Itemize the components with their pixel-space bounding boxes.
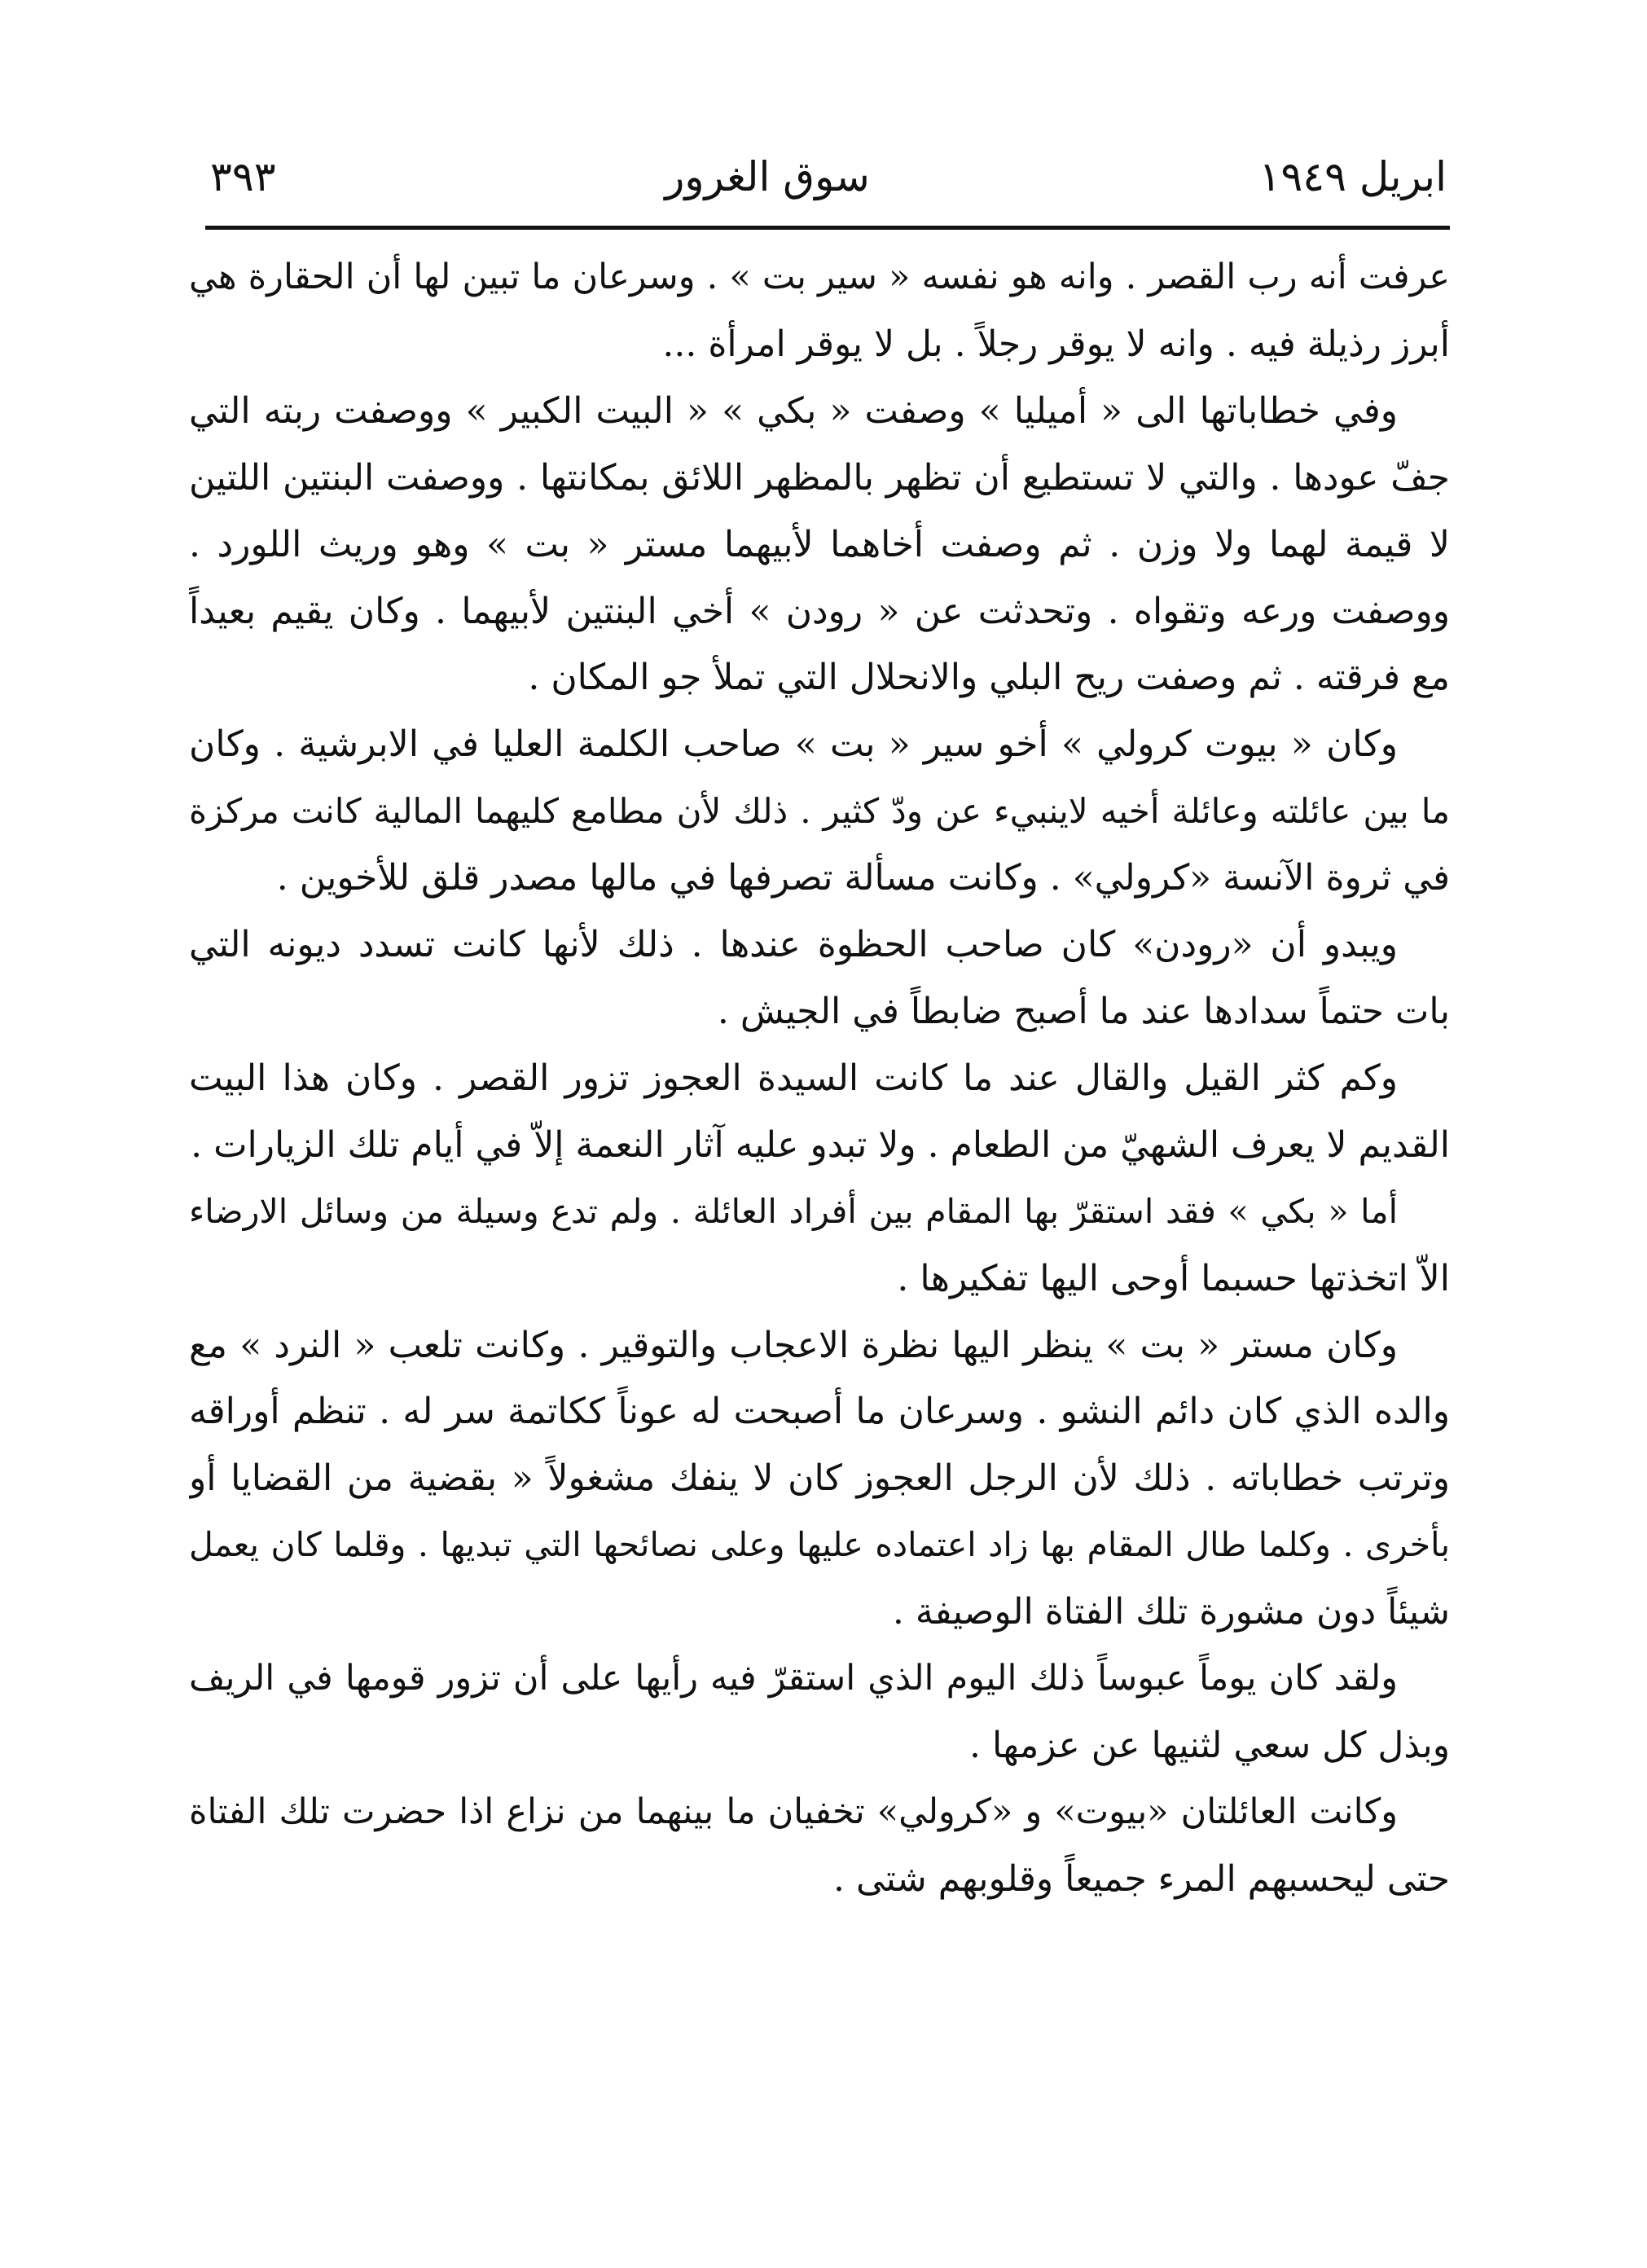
text-line: جفّ عودها . والتي لا تستطيع أن تظهر بالمظهر اللائق بمكانتها . ووصفت البنتين اللتين: [189, 456, 1450, 499]
text-line: ويبدو أن «رودن» كان صاحب الحظوة عندها . ذلك لأنها كانت تسدد ديونه التي: [189, 924, 1398, 966]
text-line: والده الذي كان دائم النشو . وسرعان ما أصبحت له عوناً ككاتمة سر له . تنظم أوراقه: [189, 1391, 1450, 1433]
body-text: [189, 244, 1450, 1913]
paragraph: [189, 912, 1450, 1045]
text-line: بات حتماً سدادها عند ما أصبح ضابطاً في الجيش .: [717, 990, 1450, 1032]
header-date: ابريل ١٩٤٩: [1258, 153, 1447, 200]
text-line: لا قيمة لهما ولا وزن . ثم وصفت أخاهما لأبيهما مستر « بت » وهو وريث اللورد .: [189, 523, 1450, 565]
text-line: أما « بكي » فقد استقرّ بها المقام بين أفراد العائلة . ولم تدع وسيلة من وسائل الارضاء: [189, 1191, 1398, 1231]
paragraph: [189, 711, 1450, 912]
paragraph: [189, 1179, 1450, 1312]
text-line: مع فرقته . ثم وصفت ريح البلي والانحلال التي تملأ جو المكان .: [528, 657, 1450, 699]
header-title: سوق الغرور: [665, 153, 870, 200]
text-line: الاّ اتخذتها حسبما أوحى اليها تفكيرها .: [897, 1257, 1450, 1299]
text-line: وكانت العائلتان «بيوت» و «كرولي» تخفيان ما بينهما من نزاع اذا حضرت تلك الفتاة: [189, 1791, 1398, 1832]
text-line: حتى ليحسبهم المرء جميعاً وقلوبهم شتى .: [832, 1857, 1450, 1900]
paragraph: [189, 1045, 1450, 1179]
text-line: وكان مستر « بت » ينظر اليها نظرة الاعجاب والتوقير . وكانت تلعب « النرد » مع: [189, 1324, 1398, 1366]
paragraph: [189, 1646, 1450, 1779]
text-line: وكم كثر القيل والقال عند ما كانت السيدة العجوز تزور القصر . وكان هذا البيت: [189, 1057, 1398, 1099]
text-line: القديم لا يعرف الشهيّ من الطعام . ولا تبدو عليه آثار النعمة إلاّ في أيام تلك الزيارات .: [191, 1123, 1450, 1166]
text-line: وفي خطاباتها الى « أميليا » وصفت « بكي » « البيت الكبير » ووصفت ربته التي: [189, 389, 1398, 432]
text-line: شيئاً دون مشورة تلك الفتاة الوصيفة .: [892, 1591, 1450, 1633]
text-line: وترتب خطاباته . ذلك لأن الرجل العجوز كان لا ينفك مشغولاً « بقضية من القضايا أو: [189, 1457, 1450, 1500]
running-header: [210, 140, 1447, 213]
paragraph: [189, 1312, 1450, 1646]
paragraph: [189, 1779, 1450, 1913]
text-line: ولقد كان يوماً عبوساً ذلك اليوم الذي استقرّ فيه رأيها على أن تزور قومها في الريف: [189, 1658, 1398, 1699]
header-rule: [205, 226, 1450, 230]
text-line: وكان « بيوت كرولي » أخو سير « بت » صاحب الكلمة العليا في الابرشية . وكان: [189, 723, 1398, 766]
paragraph: [189, 244, 1450, 378]
text-line: أبرز رذيلة فيه . وانه لا يوقر رجلاً . بل لا يوقر امرأة ...: [662, 323, 1450, 365]
text-line: في ثروة الآنسة «كرولي» . وكانت مسألة تصرفها في مالها مصدر قلق للأخوين .: [276, 857, 1450, 899]
text-line: ووصفت ورعه وتقواه . وتحدثت عن « رودن » أخي البنتين لأبيهما . وكان يقيم بعيداً: [189, 590, 1450, 632]
text-line: عرفت أنه رب القصر . وانه هو نفسه « سير بت » . وسرعان ما تبين لها أن الحقارة هي: [189, 257, 1450, 297]
page-number: ٣٩٣: [210, 153, 276, 200]
text-line: ما بين عائلته وعائلة أخيه لاينبيء عن ودّ كثير . ذلك لأن مطامع كليهما المالية كانت مركزة: [189, 791, 1450, 832]
text-line: وبذل كل سعي لثنيها عن عزمها .: [969, 1724, 1450, 1766]
paragraph: [189, 378, 1450, 712]
text-line: بأخرى . وكلما طال المقام بها زاد اعتماده عليها وعلى نصائحها التي تبديها . وقلما كان يعمل: [189, 1525, 1450, 1565]
